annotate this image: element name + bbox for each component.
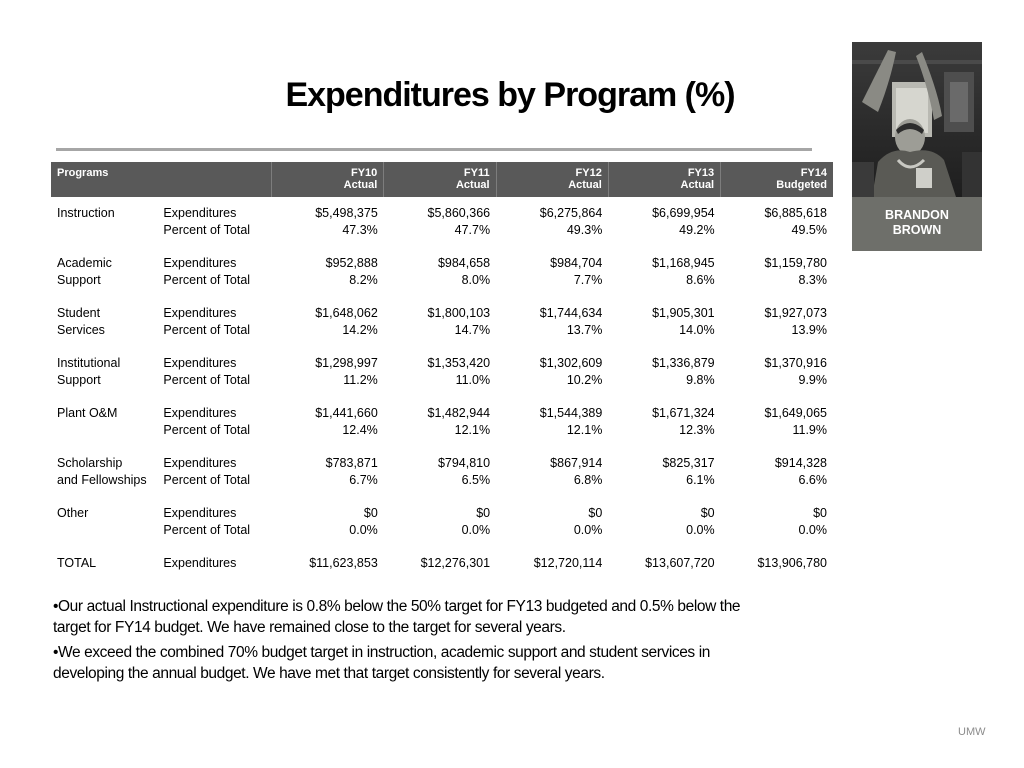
value-cell: 14.0% — [679, 323, 715, 337]
value-cell: $0 — [813, 506, 827, 520]
value-cell: 6.8% — [573, 473, 603, 487]
header-kind: Actual — [680, 179, 715, 191]
value-cell: 49.5% — [791, 223, 827, 237]
value-cell: $1,800,103 — [427, 306, 491, 320]
value-cell: $1,353,420 — [427, 356, 491, 370]
metric-label: Percent of Total — [163, 323, 251, 337]
header-fy: FY11 — [463, 167, 490, 179]
table-row — [51, 255, 833, 272]
header-year — [496, 162, 608, 197]
metric-label: Expenditures — [163, 256, 237, 270]
value-cell: $1,159,780 — [764, 256, 827, 270]
spacer-row — [51, 489, 833, 505]
metric-label: Expenditures — [163, 306, 237, 320]
table-row — [51, 472, 833, 489]
value-cell: $1,544,389 — [539, 406, 603, 420]
spacer-row — [51, 239, 833, 255]
header-year — [272, 162, 384, 197]
value-cell: 11.2% — [343, 373, 378, 387]
program-name: Services — [57, 323, 105, 337]
photo-caption-line: BROWN — [892, 223, 942, 237]
value-cell: $794,810 — [437, 456, 491, 470]
value-cell: $12,276,301 — [420, 556, 491, 570]
program-name: Plant O&M — [57, 406, 118, 420]
value-cell: $1,905,301 — [652, 306, 715, 320]
value-cell: 0.0% — [798, 523, 827, 537]
value-cell: 13.9% — [791, 323, 827, 337]
value-cell: $1,441,660 — [315, 406, 378, 420]
value-cell: 47.7% — [454, 223, 491, 237]
program-name: and Fellowships — [57, 473, 147, 487]
table-row — [51, 405, 833, 422]
value-cell: 12.3% — [679, 423, 715, 437]
value-cell: $952,888 — [325, 256, 378, 270]
value-cell: $0 — [700, 506, 715, 520]
header-programs: Programs — [51, 162, 157, 197]
bullet-list — [53, 596, 773, 688]
program-name: TOTAL — [57, 556, 97, 570]
value-cell: $1,671,324 — [652, 406, 715, 420]
value-cell: 13.7% — [566, 323, 603, 337]
spacer-cell — [51, 339, 833, 355]
program-name — [51, 522, 157, 539]
value-cell: $6,885,618 — [764, 206, 827, 220]
metric-label: Percent of Total — [163, 473, 251, 487]
value-cell: 6.1% — [686, 473, 715, 487]
value-cell: 9.9% — [798, 373, 827, 387]
program-name — [51, 222, 157, 239]
program-name: Support — [57, 373, 101, 387]
value-cell: $6,699,954 — [652, 206, 715, 220]
value-cell: 8.0% — [461, 273, 491, 287]
header-fy: FY12 — [575, 167, 602, 179]
header-kind: Budgeted — [776, 179, 827, 191]
value-cell: 9.8% — [686, 373, 715, 387]
value-cell: $1,744,634 — [539, 306, 603, 320]
spacer-row — [51, 339, 833, 355]
table-row — [51, 355, 833, 372]
slide-title: Expenditures by Program (%) — [285, 76, 735, 114]
metric-label: Expenditures — [163, 406, 237, 420]
bullet-item: •Our actual Instructional expenditure is 0.8% below the 50% target for FY13 budgeted and 0.5% below the target for FY14 budget. We have remained close to the target for several years. — [53, 598, 741, 636]
value-cell: 11.0% — [455, 373, 491, 387]
value-cell: 6.6% — [798, 473, 827, 487]
metric-label: Percent of Total — [163, 523, 251, 537]
value-cell: $1,927,073 — [764, 306, 827, 320]
value-cell: $0 — [588, 506, 603, 520]
table-row — [51, 455, 833, 472]
table-row — [51, 372, 833, 389]
value-cell: 14.2% — [342, 323, 378, 337]
header-fy: FY10 — [350, 167, 378, 179]
program-name: Academic — [57, 256, 112, 270]
program-name: Instruction — [57, 206, 115, 220]
value-cell: 11.9% — [792, 423, 827, 437]
value-cell: $1,336,879 — [652, 356, 715, 370]
value-cell: $984,704 — [550, 256, 603, 270]
table-row — [51, 505, 833, 522]
player-photo-graphic — [852, 42, 982, 197]
value-cell: $1,370,916 — [764, 356, 827, 370]
metric-label: Expenditures — [163, 356, 237, 370]
value-cell: 6.5% — [461, 473, 491, 487]
table-row — [51, 422, 833, 439]
value-cell: 0.0% — [461, 523, 491, 537]
value-cell: 12.4% — [342, 423, 378, 437]
value-cell: 6.7% — [349, 473, 378, 487]
value-cell: $1,648,062 — [315, 306, 378, 320]
header-fy: FY14 — [800, 167, 827, 179]
player-photo — [852, 42, 982, 197]
metric-label: Percent of Total — [163, 423, 251, 437]
metric-label: Percent of Total — [163, 223, 251, 237]
value-cell: 8.6% — [686, 273, 715, 287]
header-fy: FY13 — [687, 167, 715, 179]
value-cell: $783,871 — [325, 456, 378, 470]
value-cell: $1,168,945 — [652, 256, 715, 270]
table-body — [51, 197, 833, 572]
value-cell: $0 — [476, 506, 491, 520]
program-name: Student — [57, 306, 101, 320]
spacer-row — [51, 389, 833, 405]
program-name: Support — [57, 273, 101, 287]
value-cell: $5,498,375 — [315, 206, 378, 220]
spacer-cell — [51, 539, 833, 555]
program-name — [51, 422, 157, 439]
value-cell: 0.0% — [349, 523, 378, 537]
spacer-cell — [51, 489, 833, 505]
value-cell: $0 — [363, 506, 378, 520]
table-row — [51, 272, 833, 289]
value-cell: 49.2% — [679, 223, 715, 237]
value-cell: $867,914 — [550, 456, 603, 470]
value-cell: $984,658 — [437, 256, 491, 270]
value-cell: 12.1% — [566, 423, 603, 437]
table-row — [51, 222, 833, 239]
table-row — [51, 322, 833, 339]
spacer-cell — [51, 389, 833, 405]
program-name: Institutional — [57, 356, 121, 370]
value-cell: 8.2% — [349, 273, 378, 287]
value-cell: 14.7% — [454, 323, 491, 337]
metric-label: Expenditures — [163, 556, 237, 570]
value-cell: $11,623,853 — [309, 556, 378, 570]
header-kind: Actual — [455, 179, 490, 191]
value-cell: $6,275,864 — [539, 206, 603, 220]
value-cell: $1,482,944 — [427, 406, 491, 420]
spacer-cell — [51, 239, 833, 255]
title-divider — [56, 148, 812, 151]
header-year — [384, 162, 496, 197]
table-header — [51, 162, 833, 197]
spacer-cell — [51, 439, 833, 455]
value-cell: 8.3% — [798, 273, 827, 287]
table-row — [51, 522, 833, 539]
value-cell: $13,607,720 — [645, 556, 715, 570]
value-cell: $914,328 — [774, 456, 827, 470]
value-cell: $1,302,609 — [539, 356, 603, 370]
value-cell: 0.0% — [573, 523, 603, 537]
value-cell: $5,860,366 — [427, 206, 491, 220]
value-cell: 12.1% — [454, 423, 491, 437]
value-cell: 0.0% — [686, 523, 715, 537]
program-name: Scholarship — [57, 456, 123, 470]
metric-label: Percent of Total — [163, 373, 251, 387]
table-row — [51, 305, 833, 322]
value-cell: $13,906,780 — [757, 556, 827, 570]
table-row — [51, 197, 833, 222]
spacer-row — [51, 539, 833, 555]
spacer-cell — [51, 289, 833, 305]
metric-label: Expenditures — [163, 206, 237, 220]
value-cell: 10.2% — [566, 373, 603, 387]
bullet-item: •We exceed the combined 70% budget target in instruction, academic support and student services in developing the annual budget. We have met that target consistently for several years. — [53, 644, 710, 682]
value-cell: 49.3% — [566, 223, 603, 237]
header-kind: Actual — [343, 179, 378, 191]
header-year — [721, 162, 833, 197]
value-cell: $825,317 — [662, 456, 715, 470]
metric-label: Expenditures — [163, 506, 237, 520]
value-cell: $1,649,065 — [764, 406, 827, 420]
expenditures-table — [51, 162, 833, 572]
value-cell: $1,298,997 — [315, 356, 378, 370]
spacer-row — [51, 439, 833, 455]
value-cell: 47.3% — [342, 223, 378, 237]
program-name: Other — [57, 506, 89, 520]
spacer-row — [51, 289, 833, 305]
footer-label: UMW — [958, 726, 986, 738]
header-kind: Actual — [568, 179, 602, 191]
metric-label: Expenditures — [163, 456, 237, 470]
value-cell: $12,720,114 — [533, 556, 603, 570]
photo-caption-line: BRANDON — [885, 208, 949, 222]
header-blank — [157, 162, 271, 197]
metric-label: Percent of Total — [163, 273, 251, 287]
value-cell: 7.7% — [573, 273, 603, 287]
header-year — [608, 162, 720, 197]
photo-caption — [852, 197, 982, 251]
table-row — [51, 555, 833, 572]
